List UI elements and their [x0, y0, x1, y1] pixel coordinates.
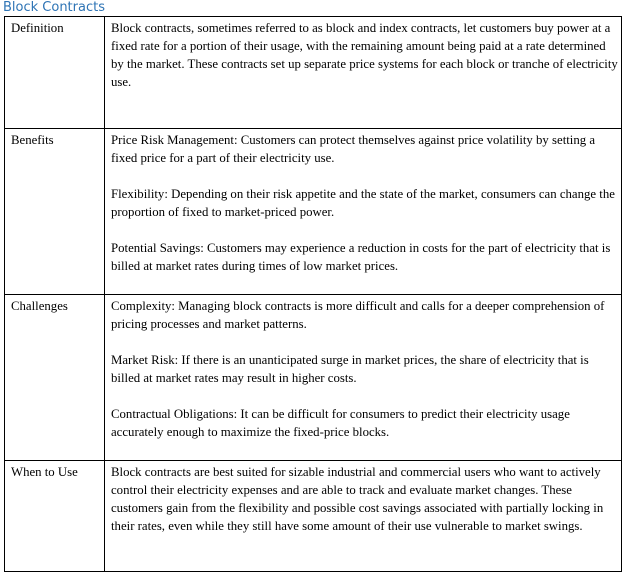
content-paragraph: Complexity: Managing block contracts is more difficult and calls for a deeper comprehension of pricing processes and market patterns.: [111, 299, 605, 331]
row-content-benefits: [105, 129, 622, 295]
document-title: Block Contracts: [3, 0, 105, 15]
content-paragraph: Market Risk: If there is an unanticipated surge in market prices, the share of electricity that is billed at market rates may result in higher costs.: [111, 353, 589, 385]
row-label-benefits: Benefits: [5, 129, 105, 295]
row-content-when-to-use: [105, 461, 622, 572]
block-contracts-table: [4, 16, 622, 572]
row-label-when-to-use: When to Use: [5, 461, 105, 572]
table-row-challenges: [5, 295, 622, 461]
content-paragraph: Block contracts, sometimes referred to as block and index contracts, let customers buy power at a fixed rate for a portion of their usage, with the remaining amount being paid at a rate determined by the market. These contracts set up separate price systems for each block or tranche of electricity use.: [111, 21, 618, 89]
content-paragraph: Price Risk Management: Customers can protect themselves against price volatility by setting a fixed price for a part of their electricity use.: [111, 133, 596, 165]
content-paragraph: Contractual Obligations: It can be difficult for consumers to predict their electricity usage accurately enough to maximize the fixed-price blocks.: [111, 407, 570, 439]
table-row-when-to-use: [5, 461, 622, 572]
table-row-benefits: [5, 129, 622, 295]
row-content-challenges: [105, 295, 622, 461]
row-content-definition: [105, 17, 622, 129]
content-paragraph: Flexibility: Depending on their risk appetite and the state of the market, consumers can change the proportion of fixed to market-priced power.: [111, 187, 615, 219]
content-paragraph: Block contracts are best suited for sizable industrial and commercial users who want to actively control their electricity expenses and are able to track and evaluate market changes. These customers gain from the flexibility and possible cost savings associated with partially locking in their rates, even while they still have some amount of their use vulnerable to market swings.: [111, 465, 604, 533]
table-row-definition: [5, 17, 622, 129]
row-label-challenges: Challenges: [5, 295, 105, 461]
content-paragraph: Potential Savings: Customers may experience a reduction in costs for the part of electricity that is billed at market rates during times of low market prices.: [111, 241, 611, 273]
row-label-definition: Definition: [5, 17, 105, 129]
